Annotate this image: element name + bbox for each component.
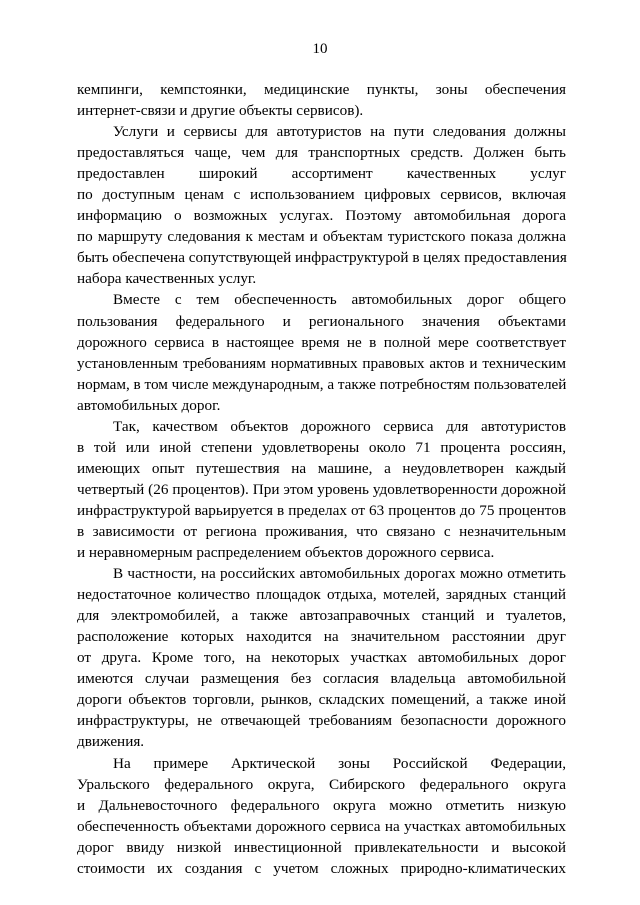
text-line: Вместе с тем обеспеченность автомобильных дорог общего <box>113 291 566 309</box>
text-line: интернет-связи и другие объекты сервисов). <box>77 102 364 120</box>
text-line: движения. <box>77 733 145 751</box>
text-line: имеющих опыт путешествия на машине, а неудовлетворен каждый <box>77 459 566 477</box>
text-line: инфраструктурой варьируется в пределах от 63 процентов до 75 процентов <box>77 501 566 519</box>
text-line: для электромобилей, а также автозаправочных станций и туалетов, <box>77 607 566 625</box>
text-line: стоимости их создания с учетом сложных природно-климатических <box>77 859 566 877</box>
text-line: автомобильных дорог. <box>77 396 221 414</box>
page-number: 10 <box>312 41 328 57</box>
text-line: кемпинги, кемпстоянки, медицинские пункты, зоны обеспечения <box>77 81 566 98</box>
text-line: нормам, в том числе международным, а также потребностям пользователей <box>77 375 567 393</box>
text-line: предоставляться чаще, чем для транспортных средств. Должен быть <box>77 144 566 162</box>
text-line: Так, качеством объектов дорожного сервиса для автотуристов <box>113 417 566 435</box>
text-line: В частности, на российских автомобильных дорогах можно отметить <box>113 565 566 583</box>
text-line: в зависимости от региона проживания, что связано с незначительным <box>77 522 566 540</box>
text-line: набора качественных услуг. <box>77 270 257 288</box>
text-line: пользования федерального и регионального значения объектами <box>77 312 566 330</box>
text-line: в той или иной степени удовлетворены около 71 процента россиян, <box>77 438 566 456</box>
body-text <box>77 79 566 879</box>
text-line: по маршруту следования к местам и объектам туристского показа должна <box>77 228 566 246</box>
text-line: от друга. Кроме того, на некоторых участках автомобильных дорог <box>77 649 566 667</box>
text-line: дорожного сервиса в настоящее время не в полной мере соответствует <box>77 333 566 351</box>
text-line: информацию о возможных услугах. Поэтому автомобильная дорога <box>77 207 566 225</box>
text-line: дороги объектов торговли, рынков, складских помещений, а также иной <box>77 691 566 709</box>
text-line: недостаточное количество площадок отдыха, мотелей, зарядных станций <box>77 586 566 604</box>
text-line: и неравномерным распределением объектов дорожного сервиса. <box>77 544 495 562</box>
text-line: Уральского федерального округа, Сибирского федерального округа <box>77 775 566 793</box>
text-line: предоставлен широкий ассортимент качественных услуг <box>77 165 566 183</box>
text-line: и Дальневосточного федерального округа можно отметить низкую <box>77 796 566 814</box>
text-line: расположение которых находится на значительном расстоянии друг <box>77 628 566 646</box>
text-line: установленным требованиям нормативных правовых актов и техническим <box>77 354 566 372</box>
text-line: четвертый (26 процентов). При этом уровень удовлетворенности дорожной <box>77 480 566 498</box>
text-line: инфраструктуры, не отвечающей требованиям безопасности дорожного <box>77 712 566 730</box>
text-line: по доступным ценам с использованием цифровых сервисов, включая <box>77 186 566 204</box>
text-line: дорог ввиду низкой инвестиционной привлекательности и высокой <box>77 838 566 856</box>
text-line: обеспеченность объектами дорожного сервиса на участках автомобильных <box>77 817 566 835</box>
text-line: быть обеспечена сопутствующей инфраструктурой в целях предоставления <box>77 249 567 267</box>
text-line: Услуги и сервисы для автотуристов на пути следования должны <box>113 123 566 141</box>
text-line: имеются случаи размещения без согласия владельца автомобильной <box>77 670 566 688</box>
text-line: На примере Арктической зоны Российской Федерации, <box>113 754 566 772</box>
